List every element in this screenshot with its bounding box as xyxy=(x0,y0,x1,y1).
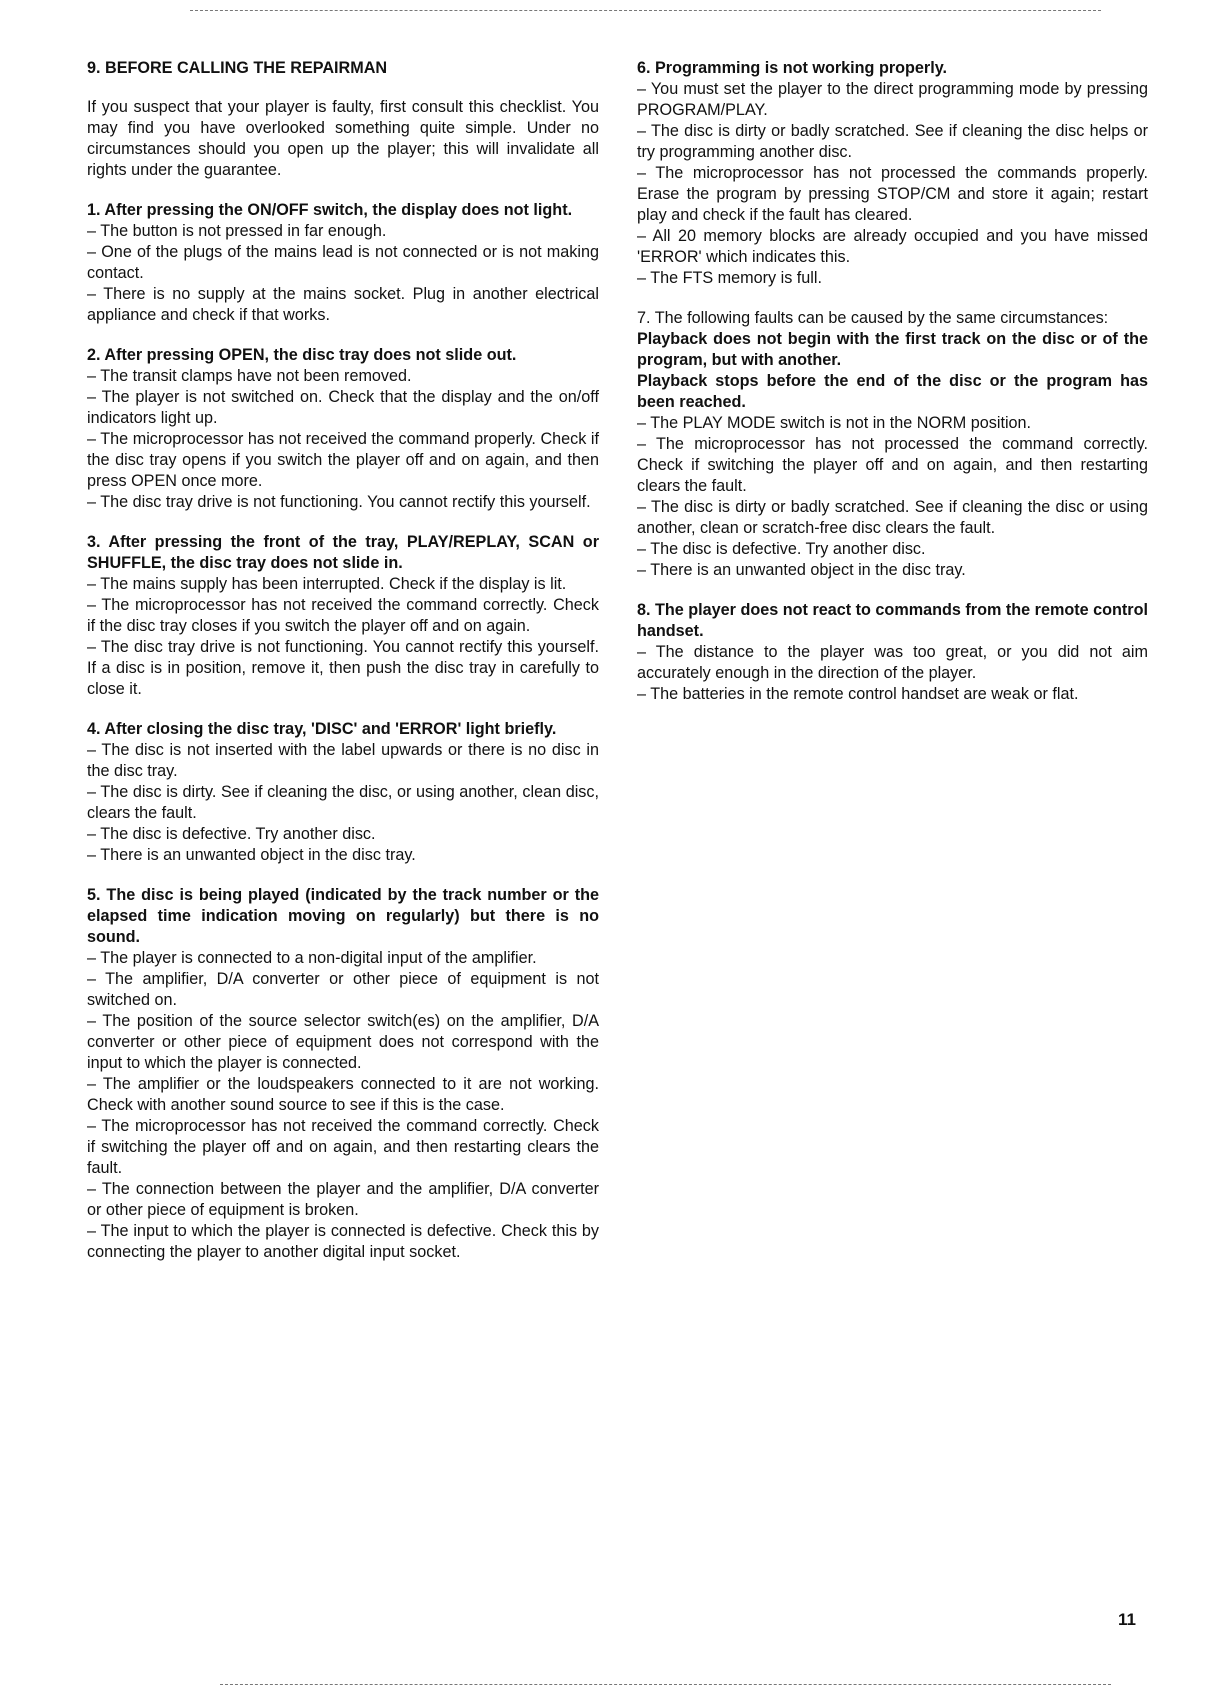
list-item: – The microprocessor has not processed the command correctly. Check if switching the player off and on again, and then restarting clears the fault. xyxy=(637,435,1148,495)
list-item: – There is an unwanted object in the disc tray. xyxy=(87,846,416,864)
left-column xyxy=(87,58,599,1282)
list-item: – The FTS memory is full. xyxy=(637,269,823,287)
section-heading: 3. After pressing the front of the tray, PLAY/REPLAY, SCAN or SHUFFLE, the disc tray does not slide in. xyxy=(87,533,599,572)
section-heading: 6. Programming is not working properly. xyxy=(637,59,948,77)
section-heading: 1. After pressing the ON/OFF switch, the display does not light. xyxy=(87,201,573,219)
section-7 xyxy=(637,308,1148,581)
section-2 xyxy=(87,345,599,513)
list-item: – The amplifier, D/A converter or other piece of equipment is not switched on. xyxy=(87,970,599,1009)
section-4 xyxy=(87,719,599,866)
intro-paragraph: If you suspect that your player is faulty, first consult this checklist. You may find you have overlooked something quite simple. Under no circumstances should you open up the player; this will invalidate all rights under the guarantee. xyxy=(87,98,599,179)
list-item: – The player is not switched on. Check that the display and the on/off indicators light up. xyxy=(87,388,599,427)
list-item: – The disc is dirty or badly scratched. See if cleaning the disc or using another, clean or scratch-free disc clears the fault. xyxy=(637,498,1148,537)
list-item: – The disc tray drive is not functioning. You cannot rectify this yourself. If a disc is in position, remove it, then push the disc tray in carefully to close it. xyxy=(87,638,599,698)
list-item: – The disc tray drive is not functioning. You cannot rectify this yourself. xyxy=(87,493,591,511)
page-number: 11 xyxy=(1118,1610,1136,1629)
list-item: – The input to which the player is connected is defective. Check this by connecting the player to another digital input socket. xyxy=(87,1222,599,1261)
list-item: – You must set the player to the direct programming mode by pressing PROGRAM/PLAY. xyxy=(637,80,1148,119)
list-item: – The position of the source selector switch(es) on the amplifier, D/A converter or other piece of equipment does not correspond with the input to which the player is connected. xyxy=(87,1012,599,1072)
list-item: – The disc is defective. Try another disc. xyxy=(87,825,376,843)
scan-artifact-bottom xyxy=(220,1684,1111,1685)
list-item: – The disc is defective. Try another disc. xyxy=(637,540,926,558)
list-item: – The microprocessor has not received the command correctly. Check if the disc tray closes if you switch the player off and on again. xyxy=(87,596,599,635)
list-item: – One of the plugs of the mains lead is not connected or is not making contact. xyxy=(87,243,599,282)
list-item: – The mains supply has been interrupted. Check if the display is lit. xyxy=(87,575,567,593)
list-item: – The player is connected to a non-digital input of the amplifier. xyxy=(87,949,537,967)
list-item: – The batteries in the remote control handset are weak or flat. xyxy=(637,685,1079,703)
section-6 xyxy=(637,58,1148,289)
section-heading: 2. After pressing OPEN, the disc tray does not slide out. xyxy=(87,346,517,364)
section-8 xyxy=(637,600,1148,705)
list-item: – The amplifier or the loudspeakers connected to it are not working. Check with another sound source to see if this is the case. xyxy=(87,1075,599,1114)
list-item: – All 20 memory blocks are already occupied and you have missed 'ERROR' which indicates this. xyxy=(637,227,1148,266)
section-heading: Playback stops before the end of the disc or the program has been reached. xyxy=(637,372,1148,411)
list-item: – There is no supply at the mains socket. Plug in another electrical appliance and check if that works. xyxy=(87,285,599,324)
list-item: – The distance to the player was too great, or you did not aim accurately enough in the direction of the player. xyxy=(637,643,1148,682)
list-item: – The microprocessor has not received the command properly. Check if the disc tray opens if you switch the player off and on again, and then press OPEN once more. xyxy=(87,430,599,490)
list-item: – The PLAY MODE switch is not in the NORM position. xyxy=(637,414,1032,432)
list-item: – There is an unwanted object in the disc tray. xyxy=(637,561,966,579)
page-title: 9. BEFORE CALLING THE REPAIRMAN xyxy=(87,59,388,77)
section-heading: 4. After closing the disc tray, 'DISC' and 'ERROR' light briefly. xyxy=(87,720,557,738)
list-item: – The button is not pressed in far enough. xyxy=(87,222,387,240)
section-3 xyxy=(87,532,599,700)
list-item: – The disc is not inserted with the label upwards or there is no disc in the disc tray. xyxy=(87,741,599,780)
scan-artifact-top xyxy=(190,10,1101,11)
section-intro: 7. The following faults can be caused by the same circumstances: xyxy=(637,309,1109,327)
section-5 xyxy=(87,885,599,1263)
list-item: – The microprocessor has not received the command correctly. Check if switching the player off and on again, and then restarting clears the fault. xyxy=(87,1117,599,1177)
right-column xyxy=(637,58,1148,724)
list-item: – The disc is dirty or badly scratched. See if cleaning the disc helps or try programming another disc. xyxy=(637,122,1148,161)
list-item: – The microprocessor has not processed the commands properly. Erase the program by pressing STOP/CM and store it again; restart play and check if the fault has cleared. xyxy=(637,164,1148,224)
section-heading: 8. The player does not react to commands from the remote control handset. xyxy=(637,601,1148,640)
list-item: – The connection between the player and the amplifier, D/A converter or other piece of equipment is broken. xyxy=(87,1180,599,1219)
list-item: – The transit clamps have not been removed. xyxy=(87,367,412,385)
section-heading: Playback does not begin with the first track on the disc or of the program, but with another. xyxy=(637,330,1148,369)
section-heading: 5. The disc is being played (indicated by the track number or the elapsed time indication moving on regularly) but there is no sound. xyxy=(87,886,599,946)
list-item: – The disc is dirty. See if cleaning the disc, or using another, clean disc, clears the fault. xyxy=(87,783,599,822)
section-1 xyxy=(87,200,599,326)
